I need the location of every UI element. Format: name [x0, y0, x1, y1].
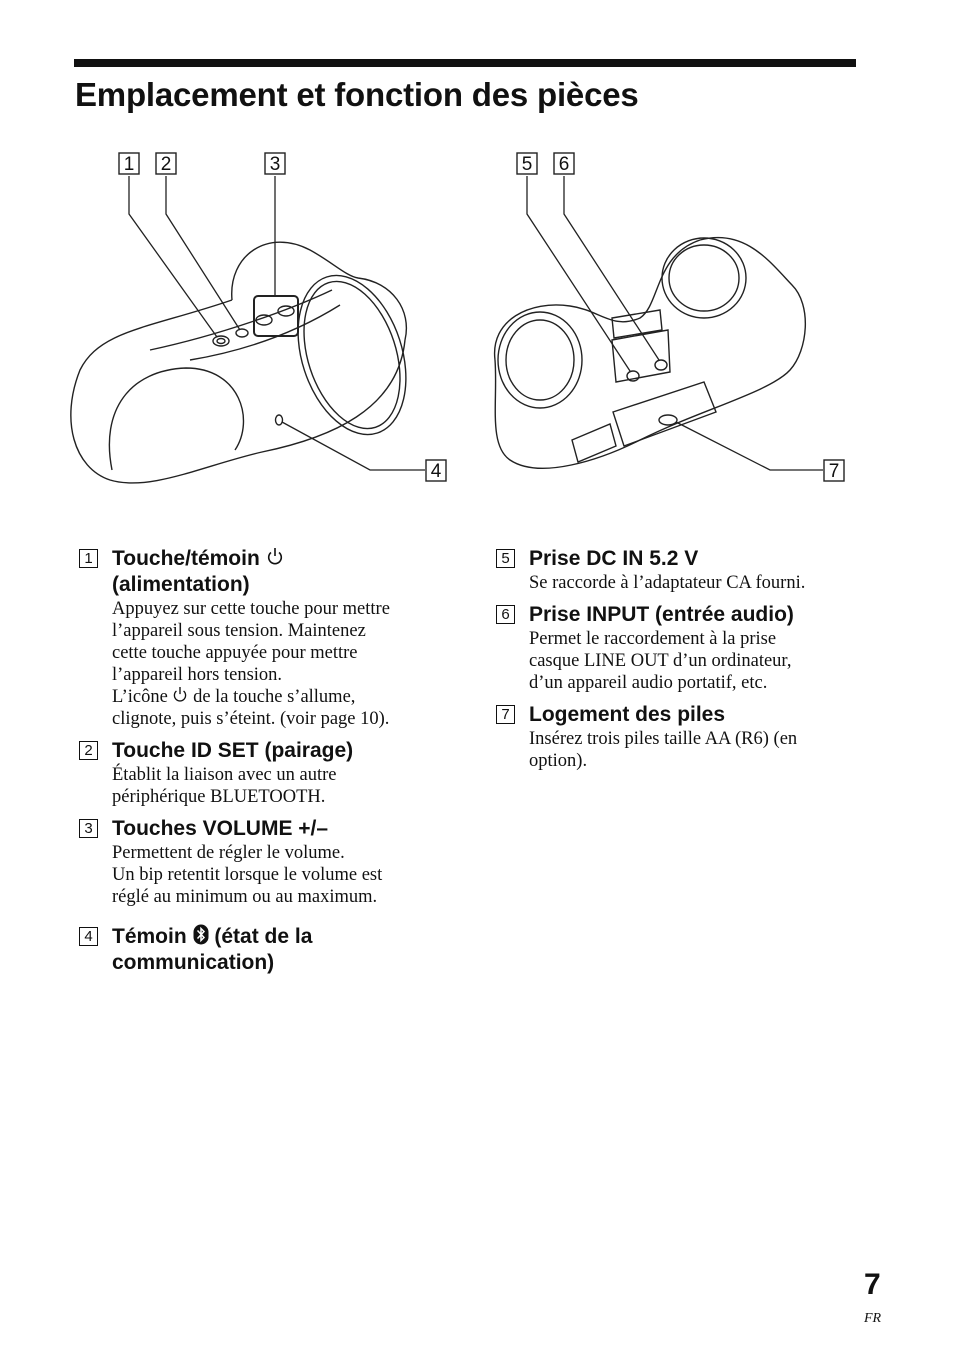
part-item-dc-in	[496, 546, 866, 594]
part-item-battery	[496, 702, 866, 772]
part-item-power	[79, 546, 449, 730]
header-rule	[74, 59, 856, 67]
item-number: 7	[496, 705, 515, 724]
part-item-volume	[79, 816, 449, 908]
callout-6: 6	[558, 154, 570, 175]
item-description: Permet le raccordement à la prise casque LINE OUT d’un ordinateur, d’un appareil audio portatif, etc.	[529, 629, 792, 693]
callout-3: 3	[269, 154, 281, 175]
parts-list-left	[79, 546, 449, 976]
page-number: 7	[864, 1268, 881, 1301]
item-number: 1	[79, 549, 98, 568]
item-number: 2	[79, 741, 98, 760]
speaker-front-view	[71, 242, 425, 483]
item-description: Se raccorde à l’adaptateur CA fourni.	[529, 573, 806, 593]
item-number: 4	[79, 927, 98, 946]
item-number: 3	[79, 819, 98, 838]
item-title: Prise DC IN 5.2 V	[529, 547, 699, 570]
item-number: 6	[496, 605, 515, 624]
item-description: Appuyez sur cette touche pour mettre l’appareil sous tension. Maintenez cette touche appuyée pour mettre l’appareil hors tension. L’icône de la touche s’allume, clignote, puis s’éteint. (voir page 10).	[112, 599, 390, 729]
item-title: Touche ID SET (pairage)	[112, 739, 354, 762]
part-item-input	[496, 602, 866, 694]
item-title: Logement des piles	[529, 703, 726, 726]
callout-7: 7	[828, 461, 840, 482]
item-description: Insérez trois piles taille AA (R6) (en option).	[529, 729, 798, 771]
item-description: Permettent de régler le volume. Un bip retentit lorsque le volume est réglé au minimum ou au maximum.	[112, 843, 383, 907]
callout-2: 2	[160, 154, 172, 175]
item-title: Touches VOLUME +/–	[112, 817, 329, 840]
page-title: Emplacement et fonction des pièces	[75, 76, 639, 113]
power-icon	[172, 686, 188, 704]
leader-lines	[129, 176, 823, 470]
bluetooth-icon	[193, 924, 209, 945]
callout-4: 4	[430, 461, 442, 482]
item-description: Établit la liaison avec un autre périphérique BLUETOOTH.	[112, 765, 337, 807]
parts-list-right	[496, 546, 866, 772]
callout-1: 1	[123, 154, 135, 175]
power-icon	[266, 547, 284, 567]
part-item-id-set	[79, 738, 449, 808]
item-title: Touche/témoin (alimentation)	[112, 546, 449, 598]
item-title: Prise INPUT (entrée audio)	[529, 603, 794, 626]
page-language: FR	[864, 1311, 882, 1326]
speaker-illustration	[0, 130, 954, 510]
item-number: 5	[496, 549, 515, 568]
part-item-bluetooth-indicator	[79, 924, 449, 976]
speaker-back-view	[495, 238, 806, 469]
callout-5: 5	[521, 154, 533, 175]
item-title: Témoin (état de la communication)	[112, 925, 313, 974]
